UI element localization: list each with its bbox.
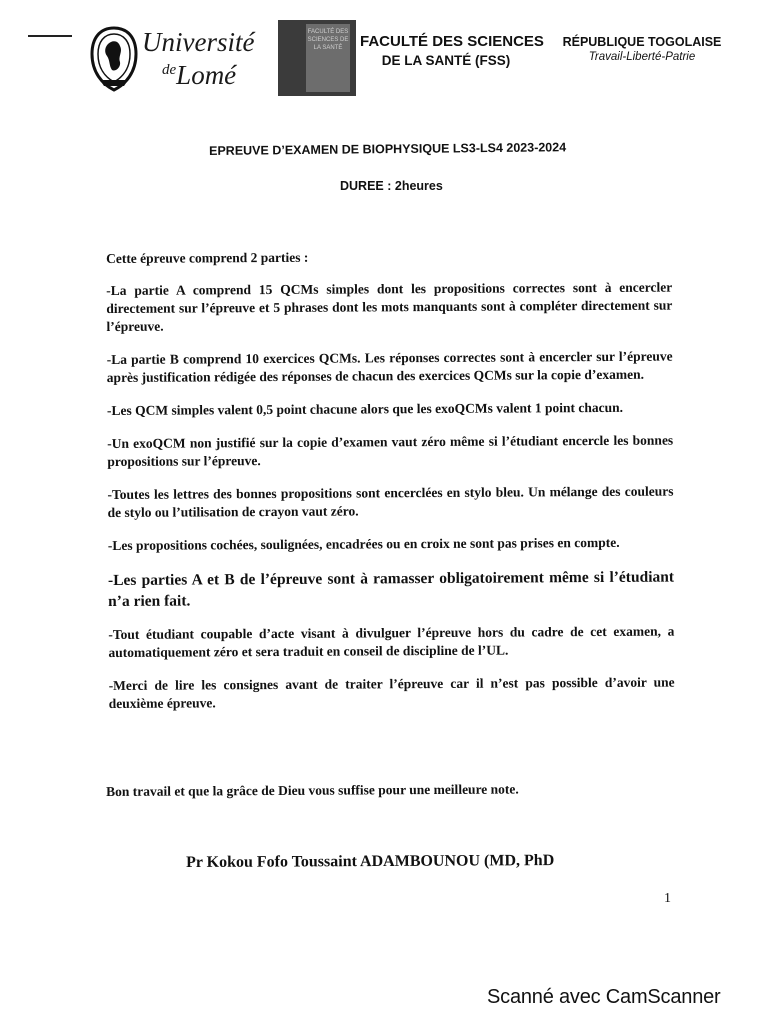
instructions-block — [106, 247, 675, 728]
page-number: 1 — [664, 891, 671, 906]
instruction-item: -Merci de lire les consignes avant de traiter l’épreuve car il n’est pas possible d’avoir une deuxième épreuve. — [108, 674, 675, 711]
university-name — [142, 28, 254, 89]
scan-mark — [28, 35, 72, 37]
instruction-item-emphasized: -Les parties A et B de l’épreuve sont à ramasser obligatoirement même si l’étudiant n’a rien fait. — [107, 568, 675, 610]
faculty-stamp-image — [278, 20, 356, 96]
university-name-line1: Université — [142, 27, 255, 57]
exam-duration: DUREE : 2heures — [340, 179, 443, 193]
republic-header — [560, 35, 724, 65]
faculty-stamp-text: FACULTÉ DES SCIENCES DE LA SANTÉ — [306, 24, 350, 92]
instruction-item: -Tout étudiant coupable d’acte visant à divulguer l’épreuve hors du cadre de cet examen, a automatiquement zéro et sera traduit en conseil de discipline de l’UL. — [108, 623, 675, 660]
republic-motto: Travail-Liberté-Patrie — [588, 51, 696, 63]
instruction-item: -La partie B comprend 10 exercices QCMs. Les réponses correctes sont à encercler sur l’épreuve après justification rédigée des réponses de chacun des exercices QCMs sur la copie d’examen. — [106, 348, 673, 385]
scanner-watermark: Scanné avec CamScanner — [487, 986, 721, 1008]
exam-title: EPREUVE D’EXAMEN DE BIOPHYSIQUE LS3-LS4 2023-2024 — [209, 140, 567, 158]
university-name-line2 — [142, 56, 254, 89]
university-seal-icon — [90, 26, 138, 92]
university-logo — [90, 24, 258, 94]
republic-name: RÉPUBLIQUE TOGOLAISE — [562, 35, 722, 49]
instruction-item: -La partie A comprend 15 QCMs simples dont les propositions correctes sont à encercler directement sur l’épreuve et 5 phrases dont les mots manquants sont à compléter directement sur l’épreuve. — [106, 279, 673, 334]
faculty-title-line1: FACULTÉ DES SCIENCES — [360, 33, 544, 50]
instructions-intro: Cette épreuve comprend 2 parties : — [106, 249, 309, 266]
instruction-item: -Les QCM simples valent 0,5 point chacune alors que les exoQCMs valent 1 point chacun. — [106, 399, 624, 418]
professor-signature: Pr Kokou Fofo Toussaint ADAMBOUNOU (MD, PhD — [186, 852, 555, 871]
university-name-de: de — [162, 62, 177, 78]
closing-message: Bon travail et que la grâce de Dieu vous suffise pour une meilleure note. — [106, 781, 519, 799]
instruction-item: -Un exoQCM non justifié sur la copie d’examen vaut zéro même si l’étudiant encercle les bonnes propositions sur l’épreuve. — [107, 432, 674, 469]
faculty-title-line2: DE LA SANTÉ (FSS) — [381, 53, 511, 68]
faculty-title — [360, 32, 544, 70]
university-name-city: Lomé — [176, 60, 237, 90]
instruction-item: -Les propositions cochées, soulignées, encadrées ou en croix ne sont pas prises en compte. — [107, 534, 620, 553]
instruction-item: -Toutes les lettres des bonnes propositions sont encerclées en stylo bleu. Un mélange des couleurs de stylo ou l’utilisation de crayon vaut zéro. — [107, 483, 674, 520]
